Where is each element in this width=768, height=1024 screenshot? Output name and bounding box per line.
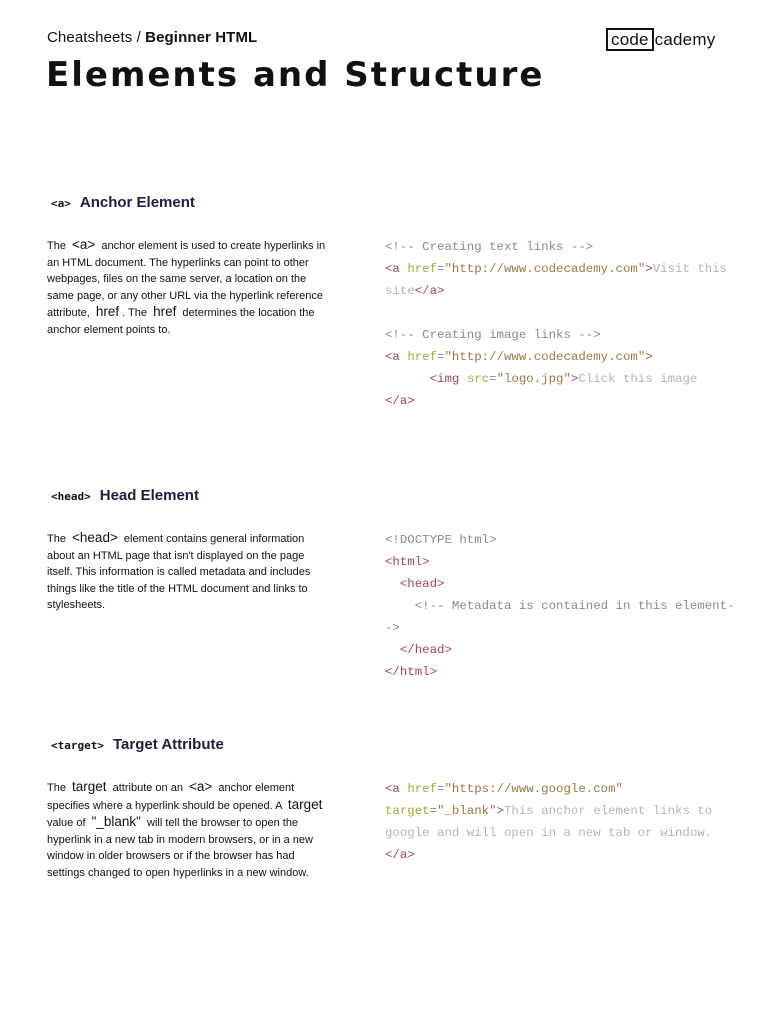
code-punct: = <box>489 372 497 386</box>
code-punct: = <box>437 262 445 276</box>
code-attr: target <box>385 804 430 818</box>
code-doctype: <!DOCTYPE html> <box>385 533 497 547</box>
section-title: Head Element <box>99 487 199 504</box>
desc-text: determines the location the anchor element points to. <box>47 307 315 336</box>
section-tag: <a> <box>51 197 71 210</box>
code-attr: href <box>407 350 438 364</box>
desc-text: element contains general information about an HTML page that isn't displayed on the page itself. This information is called metadata and includes things like the title of the HTML document and links to stylesheets. <box>47 533 311 611</box>
code-attr: href <box>407 262 438 276</box>
code-tag: <a <box>385 350 408 364</box>
code-comment: <!-- Metadata is contained in this element--> <box>385 599 735 635</box>
code-punct: = <box>437 782 445 796</box>
inline-code: "_blank" <box>91 814 141 829</box>
section-title: Target Attribute <box>112 736 224 753</box>
section-description-head <box>47 530 332 614</box>
code-tag: > <box>570 372 579 386</box>
code-tag: </a> <box>385 394 415 408</box>
section-title: Anchor Element <box>79 194 195 211</box>
code-tag: </a> <box>414 284 445 298</box>
code-example-head <box>385 529 735 683</box>
breadcrumb-current: Beginner HTML <box>145 29 258 46</box>
inline-code: <head> <box>72 530 118 545</box>
desc-text: . The <box>122 307 148 319</box>
code-tag: > <box>645 262 653 276</box>
code-tag: <html> <box>385 555 430 569</box>
section-tag: <head> <box>51 490 91 503</box>
code-punct: = <box>429 804 438 818</box>
desc-text: The <box>47 240 66 252</box>
code-tag: </a> <box>385 848 415 862</box>
code-tag: <head> <box>399 577 445 591</box>
code-string: "https://www.google.com" <box>444 782 623 796</box>
code-string: "http://www.codecademy.com" <box>444 262 646 276</box>
logo-rest-text: cademy <box>654 29 716 49</box>
code-comment: <!-- Creating text links --> <box>385 240 594 254</box>
code-example-target <box>385 778 735 866</box>
code-attr: src <box>466 372 490 386</box>
code-tag: <a <box>385 782 408 796</box>
inline-code: <a> <box>72 237 96 252</box>
inline-code: <a> <box>189 779 213 794</box>
desc-text: anchor element is used to create hyperlinks in an HTML document. The hyperlinks can point to other webpages, files on the same server, a location on the same page, or any other URL via the hyperlink reference attribute, <box>47 240 326 319</box>
code-tag: > <box>645 350 653 364</box>
code-string: "logo.jpg" <box>496 372 571 386</box>
code-punct: = <box>437 350 445 364</box>
code-string: "_blank" <box>437 804 497 818</box>
inline-code: target <box>72 779 107 794</box>
desc-text: value of <box>47 817 86 829</box>
code-space <box>623 782 630 796</box>
section-heading-anchor <box>51 194 195 211</box>
code-string: "http://www.codecademy.com" <box>444 350 646 364</box>
code-tag: </head> <box>399 643 452 657</box>
code-text: This anchor element links to google and will open in a new tab or window. <box>385 804 720 840</box>
codecademy-logo[interactable] <box>606 28 715 51</box>
code-tag: </html> <box>385 665 438 679</box>
code-example-anchor <box>385 236 735 412</box>
desc-text: The <box>47 533 66 545</box>
section-tag: <target> <box>51 739 104 752</box>
section-description-anchor <box>47 237 332 338</box>
page-title: Elements and Structure <box>46 55 545 95</box>
code-tag: > <box>496 804 504 818</box>
inline-code: href <box>95 304 120 319</box>
logo-boxed-text: code <box>606 28 654 51</box>
breadcrumb <box>47 29 257 46</box>
section-heading-head <box>51 487 199 504</box>
code-tag: <img <box>429 372 467 386</box>
desc-text: anchor element specifies where a hyperlink should be opened. A <box>47 782 295 812</box>
code-tag: <a <box>385 262 408 276</box>
breadcrumb-separator: / <box>136 29 141 46</box>
section-description-target <box>47 779 332 881</box>
code-text: Visit this site <box>385 262 735 298</box>
inline-code: href <box>153 304 177 319</box>
code-text: Click this image <box>578 372 698 386</box>
desc-text: attribute on an <box>112 782 183 794</box>
breadcrumb-parent-link[interactable]: Cheatsheets <box>47 29 133 46</box>
code-comment: <!-- Creating image links --> <box>385 328 601 342</box>
inline-code: target <box>287 796 323 812</box>
section-heading-target <box>51 736 224 753</box>
desc-text: The <box>47 782 66 794</box>
code-attr: href <box>407 782 438 796</box>
desc-text: will tell the browser to open the hyperlink in a new tab in modern browsers, or in a new window in older browsers or if the browser has had settings changed to open hyperlinks in a new window. <box>47 817 313 879</box>
